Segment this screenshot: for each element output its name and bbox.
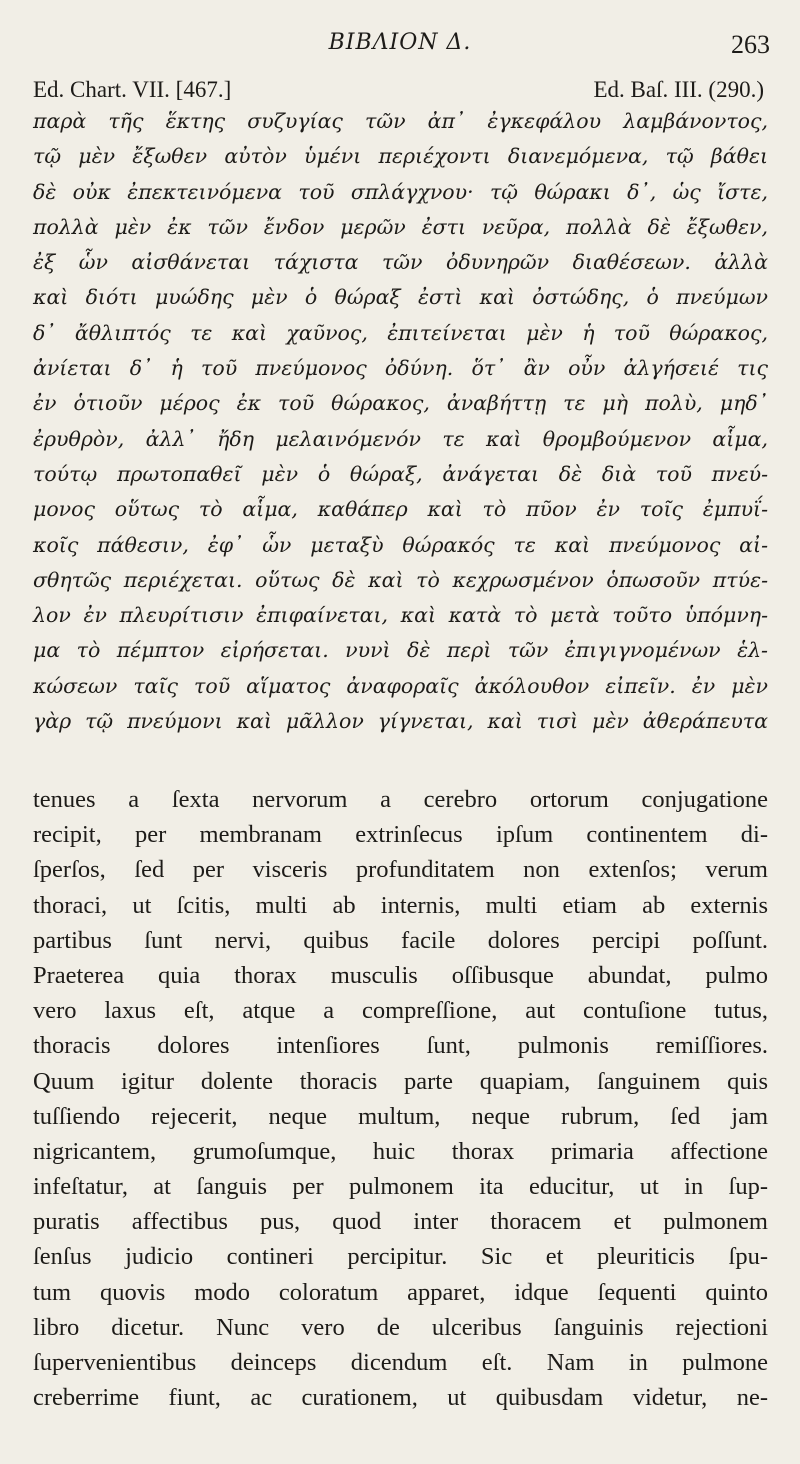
- latin-line: thoraci, ut ſcitis, multi ab internis, multi etiam ab externis: [33, 891, 768, 919]
- greek-line: παρὰ τῆς ἕκτης συζυγίας τῶν ἀπ᾿ ἐγκεφάλου λαμβάνοντος,: [33, 109, 768, 133]
- greek-line: τῷ μὲν ἔξωθεν αὐτὸν ὑμένι περιέχοντι διανεμόμενα, τῷ βάθει: [33, 144, 768, 169]
- greek-line: σθητῶς περιέχεται. οὕτως δὲ καὶ τὸ κεχρωσμένον ὁπωσοῦν πτύε-: [33, 567, 768, 592]
- latin-line: ſupervenientibus deinceps dicendum eſt. Nam in pulmone: [33, 1349, 768, 1376]
- latin-line: recipit, per membranam extrinſecus ipſum continentem di-: [33, 821, 768, 849]
- latin-line: ſenſus judicio contineri percipitur. Sic et pleuriticis ſpu-: [33, 1243, 768, 1271]
- greek-line: μα τὸ πέμπτον εἰρήσεται. νυνὶ δὲ περὶ τῶν ἐπιγιγνομένων ἑλ-: [33, 638, 768, 663]
- greek-line: δὲ οὐκ ἐπεκτεινόμενα τοῦ σπλάγχνου· τῷ θώρακι δ᾿, ὡς ἴστε,: [33, 179, 768, 204]
- edition-reference-left: Ed. Chart. VII. [467.]: [33, 77, 232, 102]
- latin-line: infeſtatur, at ſanguis per pulmonem ita educitur, ut in ſup-: [33, 1173, 768, 1201]
- running-title: ΒΙΒΛΙΟΝ Δ.: [328, 30, 472, 55]
- greek-line: τούτῳ πρωτοπαθεῖ μὲν ὁ θώραξ, ἀνάγεται δὲ διὰ τοῦ πνεύ-: [33, 461, 768, 486]
- latin-line: partibus ſunt nervi, quibus facile dolores percipi poſſunt.: [33, 926, 768, 954]
- greek-line: ἐρυθρὸν, ἀλλ᾿ ἤδη μελαινόμενόν τε καὶ θρομβούμενον αἷμα,: [33, 426, 768, 451]
- latin-line: vero laxus eſt, atque a compreſſione, aut contuſione tutus,: [33, 997, 768, 1025]
- latin-line: puratis affectibus pus, quod inter thoracem et pulmonem: [33, 1208, 768, 1236]
- latin-line: tenues a ſexta nervorum a cerebro ortorum conjugatione: [33, 786, 768, 813]
- greek-line: μονος οὕτως τὸ αἷμα, καθάπερ καὶ τὸ πῦον ἐν τοῖς ἐμπυΐ-: [33, 497, 768, 522]
- greek-line: κώσεων ταῖς τοῦ αἵματος ἀναφοραῖς ἀκόλουθον εἰπεῖν. ἐν μὲν: [33, 673, 768, 698]
- edition-reference-right: Ed. Baſ. III. (290.): [593, 77, 764, 102]
- greek-line: πολλὰ μὲν ἐκ τῶν ἔνδον μερῶν ἐστι νεῦρα, πολλὰ δὲ ἔξωθεν,: [33, 214, 768, 239]
- greek-line: ἀνίεται δ᾿ ἡ τοῦ πνεύμονος ὀδύνη. ὅτ᾿ ἂν οὖν ἀλγήσειέ τις: [33, 356, 768, 381]
- latin-line: tum quovis modo coloratum apparet, idque ſequenti quinto: [33, 1278, 768, 1306]
- latin-line: tuſſiendo rejecerit, neque multum, neque rubrum, ſed jam: [33, 1102, 768, 1130]
- latin-line: nigricantem, grumoſumque, huic thorax primaria affectione: [33, 1137, 768, 1165]
- greek-line: δ᾿ ἄθλιπτός τε καὶ χαῦνος, ἐπιτείνεται μὲν ἡ τοῦ θώρακος,: [33, 320, 768, 345]
- greek-line: ἐν ὁτιοῦν μέρος ἐκ τοῦ θώρακος, ἀναβήττῃ τε μὴ πολὺ, μηδ᾿: [33, 391, 768, 416]
- latin-line: Quum igitur dolente thoracis parte quapiam, ſanguinem quis: [33, 1067, 768, 1095]
- latin-line: ſperſos, ſed per visceris profunditatem non extenſos; verum: [33, 856, 768, 884]
- greek-line: γὰρ τῷ πνεύμονι καὶ μᾶλλον γίγνεται, καὶ τισὶ μὲν ἀθεράπευτα: [33, 709, 768, 734]
- latin-line: Praeterea quia thorax musculis oſſibusque abundat, pulmo: [33, 961, 768, 989]
- latin-line: creberrime fiunt, ac curationem, ut quibusdam videtur, ne-: [33, 1384, 768, 1412]
- latin-line: libro dicetur. Nunc vero de ulceribus ſanguinis rejectioni: [33, 1313, 768, 1341]
- latin-text-block: [33, 782, 768, 1415]
- latin-line: thoracis dolores intenſiores ſunt, pulmonis remiſſiores.: [33, 1032, 768, 1060]
- greek-line: ἐξ ὧν αἰσθάνεται τάχιστα τῶν ὀδυνηρῶν διαθέσεων. ἀλλὰ: [33, 250, 768, 275]
- page-number: 263: [731, 30, 770, 59]
- greek-line: λον ἐν πλευρίτισιν ἐπιφαίνεται, καὶ κατὰ τὸ μετὰ τοῦτο ὑπόμνη-: [33, 603, 768, 628]
- greek-line: καὶ διότι μυώδης μὲν ὁ θώραξ ἐστὶ καὶ ὀστώδης, ὁ πνεύμων: [33, 285, 768, 310]
- greek-text-block: [33, 104, 768, 739]
- greek-line: κοῖς πάθεσιν, ἐφ᾿ ὧν μεταξὺ θώρακός τε καὶ πνεύμονος αἰ-: [33, 532, 768, 557]
